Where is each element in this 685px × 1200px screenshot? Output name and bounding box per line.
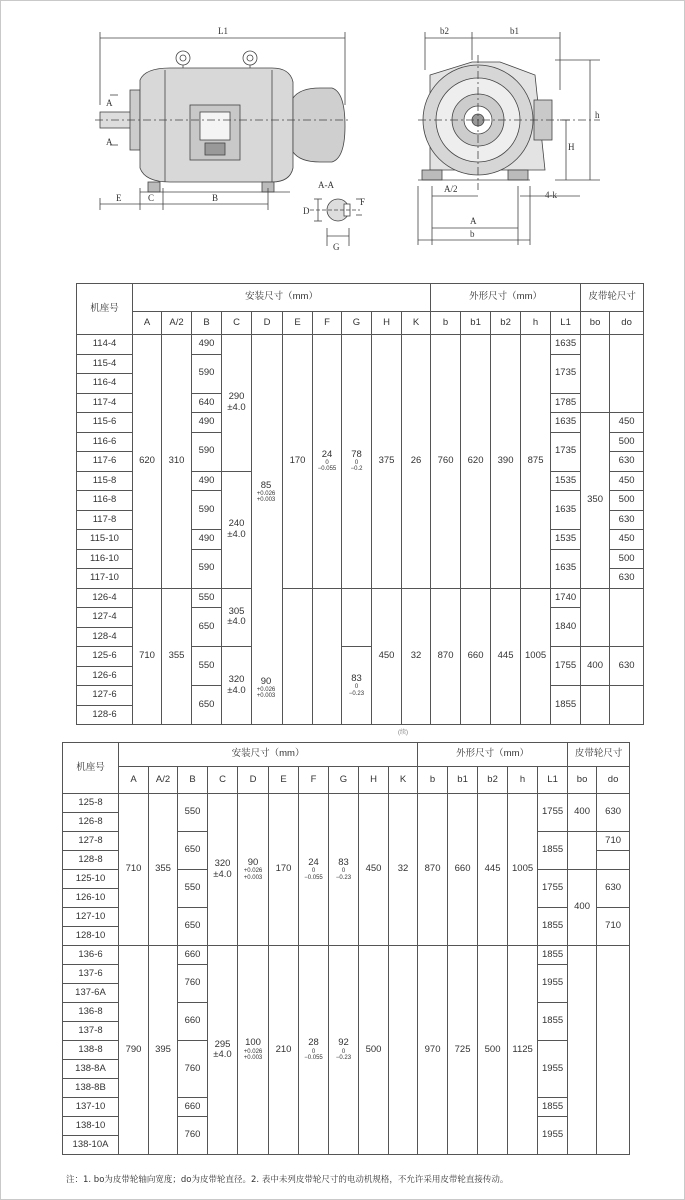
dimension-table-2 — [62, 742, 630, 1155]
tol-upper: 0 — [311, 1048, 316, 1055]
cell-K-empty — [389, 946, 418, 1155]
cell-do: 630 — [610, 452, 644, 472]
col-header: G — [329, 767, 359, 794]
col-header: A/2 — [162, 312, 192, 335]
dim-label-b2: b2 — [440, 26, 449, 36]
cell-B: 650 — [192, 608, 222, 647]
col-header: F — [299, 767, 329, 794]
tol-upper: 0 — [311, 868, 316, 875]
model-cell: 116-8 — [77, 491, 133, 511]
cell-b2: 500 — [478, 946, 508, 1155]
cell-b: 970 — [418, 946, 448, 1155]
cell-L1: 1855 — [551, 686, 581, 725]
cell-G-value: 78 — [351, 448, 362, 460]
tol-lower: −0.23 — [335, 874, 352, 881]
cell-G-value: 92 — [338, 1037, 349, 1049]
model-cell: 128-6 — [77, 705, 133, 725]
cell-K: 32 — [389, 794, 418, 946]
cell-L1: 1735 — [551, 354, 581, 393]
cell-B: 640 — [192, 393, 222, 413]
cell-B: 650 — [178, 832, 208, 870]
tol-upper: 0 — [341, 868, 346, 875]
cell-H: 375 — [372, 335, 402, 589]
dim-label-F: F — [360, 197, 366, 207]
tol-lower: +0.003 — [243, 874, 263, 881]
cell-C — [208, 946, 238, 1155]
cell-do: 630 — [597, 794, 630, 832]
header-model: 机座号 — [77, 284, 133, 335]
cell-h: 1005 — [521, 588, 551, 725]
tol-lower: −0.055 — [317, 466, 337, 473]
model-cell: 115-10 — [77, 530, 133, 550]
col-header: C — [222, 312, 252, 335]
col-header: K — [389, 767, 418, 794]
header-outline: 外形尺寸（mm） — [418, 743, 568, 767]
model-cell: 126-10 — [63, 889, 119, 908]
cell-do: 710 — [597, 832, 630, 851]
model-cell: 138-10 — [63, 1117, 119, 1136]
col-header: b1 — [461, 312, 491, 335]
cell-L1: 1955 — [538, 965, 568, 1003]
cell-B: 660 — [178, 1098, 208, 1117]
cell-K: 26 — [402, 335, 431, 589]
cell-E: 170 — [269, 794, 299, 946]
cell-do: 450 — [610, 471, 644, 491]
cell-do: 500 — [610, 549, 644, 569]
cell-L1: 1735 — [551, 432, 581, 471]
col-header: L1 — [538, 767, 568, 794]
cell-B: 660 — [178, 1003, 208, 1041]
dim-label-h: h — [595, 110, 600, 120]
cell-bo: 400 — [568, 794, 597, 832]
cell-L1: 1855 — [538, 1003, 568, 1041]
col-header: L1 — [551, 312, 581, 335]
cell-B: 760 — [178, 1117, 208, 1155]
cell-do: 500 — [610, 491, 644, 511]
cell-L1: 1535 — [551, 530, 581, 550]
cell-L1: 1855 — [538, 832, 568, 870]
cell-b1: 620 — [461, 335, 491, 589]
col-header: F — [313, 312, 342, 335]
tol-upper: 0 — [354, 460, 359, 467]
cell-do: 450 — [610, 413, 644, 433]
model-cell: 138-8A — [63, 1060, 119, 1079]
cell-F — [313, 335, 342, 589]
section-label: A-A — [318, 180, 334, 190]
model-cell: 117-6 — [77, 452, 133, 472]
cell-B: 490 — [192, 335, 222, 355]
cell-bo-empty — [581, 588, 610, 647]
cell-D-group — [252, 335, 283, 725]
model-cell: 116-10 — [77, 549, 133, 569]
cell-h: 1005 — [508, 794, 538, 946]
cell-D-value: 90 — [247, 856, 259, 868]
model-cell: 125-8 — [63, 794, 119, 813]
cell-b2: 390 — [491, 335, 521, 589]
cell-bo: 400 — [568, 870, 597, 946]
cell-L1: 1635 — [551, 335, 581, 355]
cell-D — [238, 946, 269, 1155]
cell-L1: 1840 — [551, 608, 581, 647]
cell-L1: 1635 — [551, 549, 581, 588]
col-header: A — [133, 312, 162, 335]
cell-A2: 355 — [162, 588, 192, 725]
header-outline: 外形尺寸（mm） — [431, 284, 581, 312]
cell-A: 790 — [119, 946, 149, 1155]
cell-C-value: 320 ±4.0 — [227, 674, 246, 696]
cell-C-value: 305 ±4.0 — [227, 605, 246, 628]
col-header: D — [252, 312, 283, 335]
header-pulley: 皮带轮尺寸 — [568, 743, 630, 767]
cell-B: 660 — [178, 946, 208, 965]
cell-b: 760 — [431, 335, 461, 589]
col-header: E — [283, 312, 313, 335]
model-cell: 117-10 — [77, 569, 133, 589]
cell-G-value: 83 — [338, 856, 349, 868]
cell-L1: 1740 — [551, 588, 581, 608]
model-cell: 138-8B — [63, 1079, 119, 1098]
model-cell: 127-10 — [63, 908, 119, 927]
header-install: 安装尺寸（mm） — [119, 743, 418, 767]
dim-label-4k: 4-k — [545, 190, 557, 200]
model-cell: 138-10A — [63, 1136, 119, 1155]
cell-F — [299, 794, 329, 946]
model-cell: 137-10 — [63, 1098, 119, 1117]
col-header: do — [610, 312, 644, 335]
cell-B: 760 — [178, 1041, 208, 1098]
motor-dimension-drawing — [0, 0, 685, 270]
tol-lower: −0.055 — [304, 874, 323, 881]
model-cell: 136-6 — [63, 946, 119, 965]
model-cell: 127-8 — [63, 832, 119, 851]
cell-B: 550 — [178, 794, 208, 832]
cell-L1: 1755 — [538, 870, 568, 908]
model-cell: 116-6 — [77, 432, 133, 452]
cell-E: 210 — [269, 946, 299, 1155]
cell-do-empty — [610, 588, 644, 647]
cell-B: 590 — [192, 549, 222, 588]
model-cell: 128-4 — [77, 627, 133, 647]
dim-label-C: C — [148, 193, 155, 203]
tol-lower: −0.23 — [335, 1055, 352, 1062]
cell-L1: 1855 — [538, 946, 568, 965]
dim-label-E: E — [116, 193, 122, 203]
cell-b: 870 — [431, 588, 461, 725]
cell-F-value: 28 — [308, 1037, 319, 1049]
cell-bo-empty — [568, 832, 597, 870]
cell-do: 630 — [610, 647, 644, 686]
cell-do: 630 — [610, 569, 644, 589]
model-cell: 136-8 — [63, 1003, 119, 1022]
model-cell: 127-6 — [77, 686, 133, 706]
cell-L1: 1855 — [538, 908, 568, 946]
cell-L1: 1955 — [538, 1041, 568, 1098]
model-cell: 126-8 — [63, 813, 119, 832]
cell-A: 710 — [133, 588, 162, 725]
cell-G — [329, 794, 359, 946]
tol-upper: 0 — [325, 460, 329, 467]
model-cell: 137-6 — [63, 965, 119, 984]
model-cell: 125-6 — [77, 647, 133, 667]
col-header: b2 — [491, 312, 521, 335]
cell-do: 630 — [610, 510, 644, 530]
col-header: H — [359, 767, 389, 794]
cell-B: 590 — [192, 354, 222, 393]
tol-upper: +0.026 — [243, 1048, 263, 1055]
cell-G — [342, 647, 372, 725]
dim-label-A-bottom: A — [106, 137, 113, 147]
cell-B: 550 — [192, 647, 222, 686]
cell-D — [238, 794, 269, 946]
cell-b1: 725 — [448, 946, 478, 1155]
model-cell: 128-10 — [63, 927, 119, 946]
cell-do: 450 — [610, 530, 644, 550]
tol-upper: +0.026 — [256, 491, 276, 497]
cell-D-value: 90 — [260, 676, 272, 687]
tol-upper: 0 — [354, 684, 359, 691]
col-header: A — [119, 767, 149, 794]
cell-C — [222, 335, 252, 472]
cell-F — [299, 946, 329, 1155]
cell-D-value: 85 — [260, 480, 272, 491]
cell-L1: 1755 — [551, 647, 581, 686]
model-cell: 117-8 — [77, 510, 133, 530]
model-cell: 125-10 — [63, 870, 119, 889]
dim-label-b1: b1 — [510, 26, 519, 36]
cell-G — [342, 335, 372, 589]
model-cell: 115-6 — [77, 413, 133, 433]
model-cell: 128-8 — [63, 851, 119, 870]
tol-lower: +0.003 — [256, 497, 276, 504]
cell-b1: 660 — [448, 794, 478, 946]
cell-do-empty — [597, 851, 630, 870]
cell-h: 1125 — [508, 946, 538, 1155]
cell-C — [222, 588, 252, 647]
dim-label-A-top: A — [106, 98, 113, 108]
footnote: 注：1. bo为皮带轮轴向宽度；do为皮带轮直径。2. 表中未列皮带轮尺寸的电动机规格，不允许采用皮带轮直接传动。 — [66, 1175, 509, 1185]
cell-B: 550 — [178, 870, 208, 908]
col-header: D — [238, 767, 269, 794]
cell-L1: 1785 — [551, 393, 581, 413]
cell-G-empty — [342, 588, 372, 647]
cell-C — [222, 647, 252, 725]
model-cell: 115-8 — [77, 471, 133, 491]
cell-do-empty — [610, 335, 644, 413]
col-header: b — [418, 767, 448, 794]
tol-upper: +0.026 — [243, 868, 263, 875]
header-pulley: 皮带轮尺寸 — [581, 284, 644, 312]
cell-B: 590 — [192, 432, 222, 471]
dim-label-A-end: A — [470, 216, 477, 226]
model-cell: 116-4 — [77, 374, 133, 394]
col-header: b — [431, 312, 461, 335]
col-header: bo — [581, 312, 610, 335]
dim-label-D: D — [303, 206, 310, 216]
col-header: H — [372, 312, 402, 335]
cell-H: 450 — [372, 588, 402, 725]
dim-label-b: b — [470, 229, 475, 239]
dim-label-H: H — [568, 142, 575, 152]
dim-label-L1: L1 — [218, 26, 228, 36]
cell-b2: 445 — [491, 588, 521, 725]
cell-do: 710 — [597, 908, 630, 946]
col-header: B — [192, 312, 222, 335]
model-cell: 127-4 — [77, 608, 133, 628]
dimension-table-1 — [76, 283, 644, 725]
tol-lower: −0.2 — [350, 466, 363, 473]
col-header: G — [342, 312, 372, 335]
model-cell: 138-8 — [63, 1041, 119, 1060]
tol-lower: −0.055 — [304, 1055, 323, 1062]
cell-E: 170 — [283, 335, 313, 589]
cell-L1: 1855 — [538, 1098, 568, 1117]
tol-upper: 0 — [341, 1048, 346, 1055]
cell-A2: 310 — [162, 335, 192, 589]
model-cell: 126-6 — [77, 666, 133, 686]
col-header: A/2 — [149, 767, 178, 794]
cell-C-value: 320 ±4.0 — [213, 858, 232, 880]
dim-label-G: G — [333, 242, 340, 252]
cell-bo: 400 — [581, 647, 610, 686]
model-cell: 114-4 — [77, 335, 133, 355]
cell-C — [222, 471, 252, 588]
cell-B: 760 — [178, 965, 208, 1003]
cell-b1: 660 — [461, 588, 491, 725]
col-header: bo — [568, 767, 597, 794]
cell-F-value: 24 — [308, 856, 319, 868]
cell-B: 550 — [192, 588, 222, 608]
cell-A: 710 — [119, 794, 149, 946]
cell-C — [208, 794, 238, 946]
cell-A: 620 — [133, 335, 162, 589]
tol-lower: −0.23 — [348, 690, 365, 697]
col-header: b2 — [478, 767, 508, 794]
t1-D-value-1 — [251, 480, 281, 504]
cell-bo-empty — [581, 335, 610, 413]
model-cell: 126-4 — [77, 588, 133, 608]
cell-K: 32 — [402, 588, 431, 725]
header-model: 机座号 — [63, 743, 119, 794]
cell-A2: 355 — [149, 794, 178, 946]
tol-upper: +0.026 — [256, 687, 276, 693]
cell-A2: 395 — [149, 946, 178, 1155]
cell-b2: 445 — [478, 794, 508, 946]
dim-label-A-half: A/2 — [444, 184, 458, 194]
cell-F-value: 24 — [321, 448, 333, 460]
cell-bo: 350 — [581, 413, 610, 589]
dim-label-B: B — [212, 193, 219, 203]
header-install: 安装尺寸（mm） — [133, 284, 431, 312]
continued-mark: (续) — [398, 730, 408, 736]
col-header: h — [521, 312, 551, 335]
model-cell: 137-8 — [63, 1022, 119, 1041]
cell-B: 490 — [192, 530, 222, 550]
col-header: do — [597, 767, 630, 794]
col-header: E — [269, 767, 299, 794]
cell-bo-empty — [568, 946, 597, 1155]
model-cell: 137-6A — [63, 984, 119, 1003]
cell-F-empty — [313, 588, 342, 725]
col-header: h — [508, 767, 538, 794]
cell-L1: 1635 — [551, 491, 581, 530]
cell-B: 590 — [192, 491, 222, 530]
cell-L1: 1755 — [538, 794, 568, 832]
model-cell: 115-4 — [77, 354, 133, 374]
model-cell: 117-4 — [77, 393, 133, 413]
cell-h: 875 — [521, 335, 551, 589]
tol-lower: +0.003 — [243, 1055, 263, 1062]
cell-L1: 1535 — [551, 471, 581, 491]
cell-L1: 1635 — [551, 413, 581, 433]
cell-do-empty — [597, 946, 630, 1155]
cell-B: 650 — [192, 686, 222, 725]
col-header: K — [402, 312, 431, 335]
cell-H: 500 — [359, 946, 389, 1155]
cell-bo-empty — [581, 686, 610, 725]
cell-do: 630 — [597, 870, 630, 908]
cell-do-empty — [610, 686, 644, 725]
cell-b: 870 — [418, 794, 448, 946]
cell-H: 450 — [359, 794, 389, 946]
cell-D-value: 100 — [245, 1037, 261, 1049]
col-header: b1 — [448, 767, 478, 794]
cell-L1: 1955 — [538, 1117, 568, 1155]
cell-G — [329, 946, 359, 1155]
cell-C-value: 240 ±4.0 — [227, 518, 246, 540]
cell-B: 650 — [178, 908, 208, 946]
tol-lower: +0.003 — [256, 693, 276, 700]
cell-E-empty — [283, 588, 313, 725]
cell-do: 500 — [610, 432, 644, 452]
cell-B: 490 — [192, 471, 222, 491]
t1-D-value-2 — [251, 676, 281, 700]
col-header: B — [178, 767, 208, 794]
cell-B: 490 — [192, 413, 222, 433]
cell-G-value: 83 — [351, 672, 362, 684]
cell-C-value: 295 ±4.0 — [213, 1038, 232, 1060]
cell-C-value: 290 ±4.0 — [227, 391, 246, 413]
col-header: C — [208, 767, 238, 794]
